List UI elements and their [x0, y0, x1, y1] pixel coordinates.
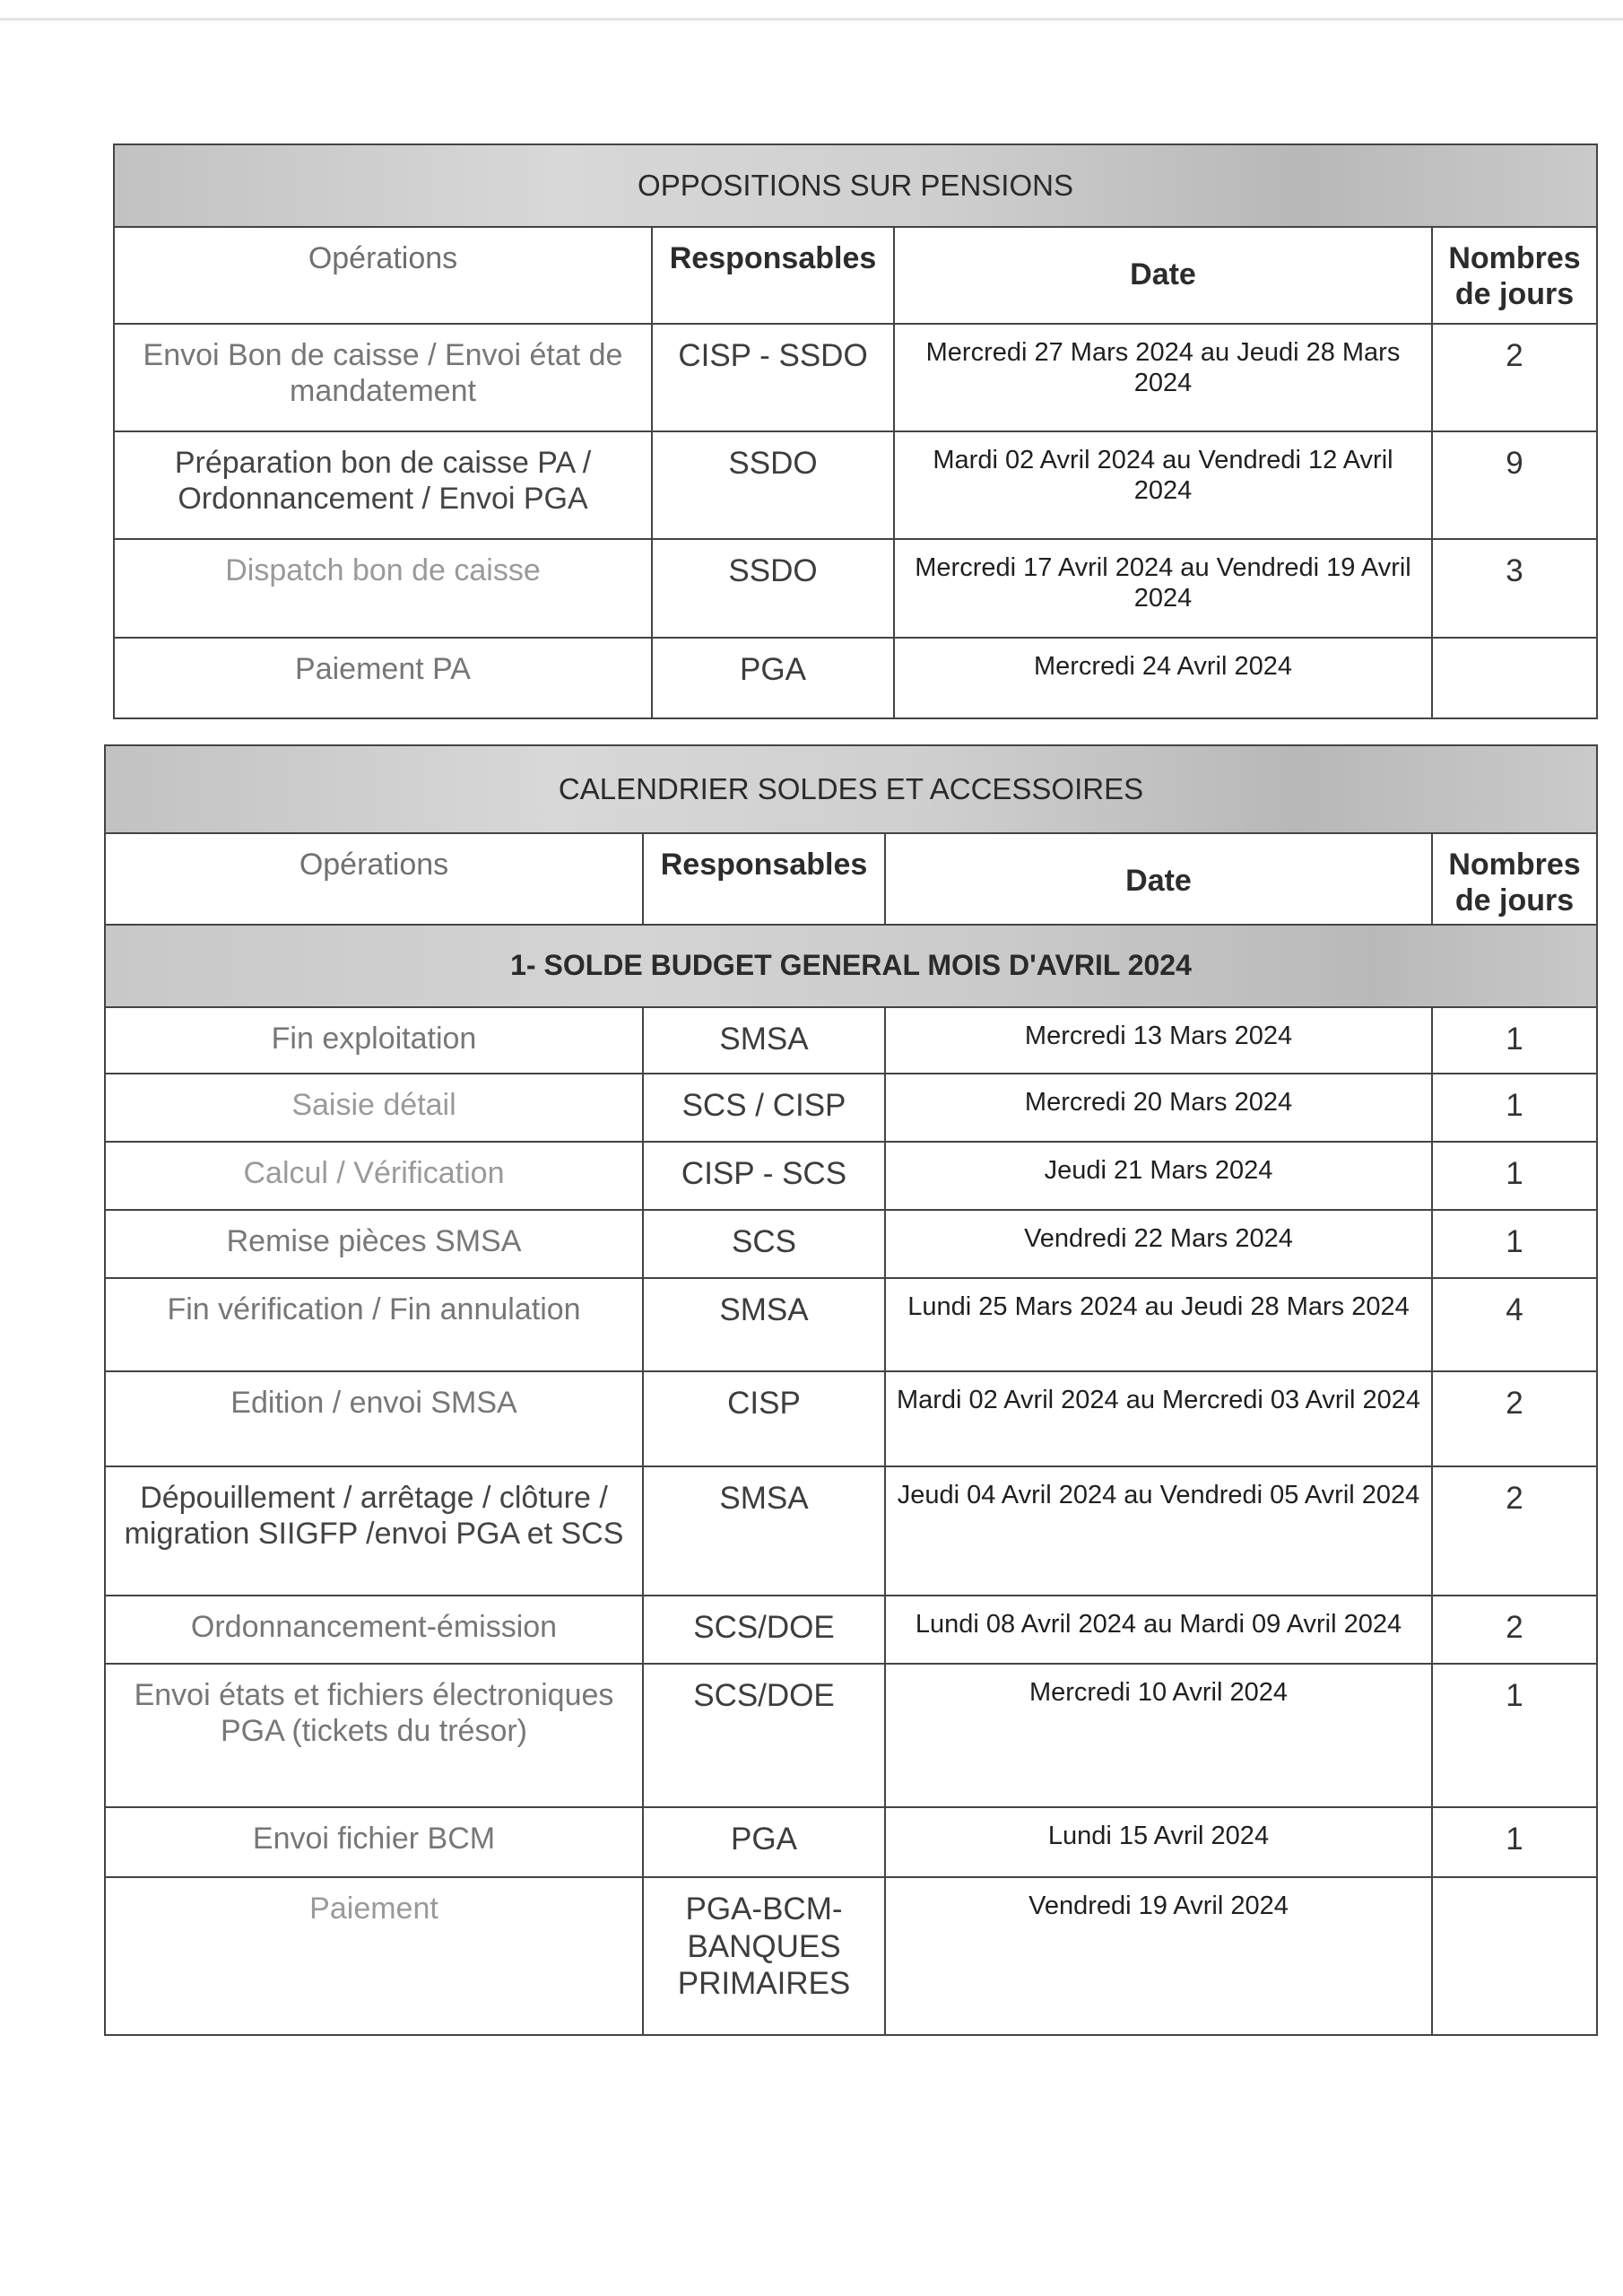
responsable-cell: CISP - SSDO — [652, 324, 894, 431]
operation-cell: Envoi Bon de caisse / Envoi état de mandatement — [114, 324, 652, 431]
date-cell: Mercredi 24 Avril 2024 — [894, 638, 1432, 718]
operation-cell: Paiement PA — [114, 638, 652, 718]
jours-cell: 1 — [1432, 1807, 1597, 1877]
responsable-cell: PGA — [643, 1807, 885, 1877]
jours-cell: 3 — [1432, 539, 1597, 638]
section-title: 1- SOLDE BUDGET GENERAL MOIS D'AVRIL 2024 — [105, 925, 1597, 1007]
date-cell: Vendredi 22 Mars 2024 — [885, 1210, 1432, 1278]
table-row — [114, 324, 1597, 431]
oppositions-title: OPPOSITIONS SUR PENSIONS — [114, 144, 1597, 227]
table-row — [105, 1664, 1597, 1807]
operation-cell: Fin exploitation — [105, 1007, 643, 1074]
table-row — [105, 1210, 1597, 1278]
header-responsables: Responsables — [643, 833, 885, 925]
header-date: Date — [894, 227, 1432, 324]
table-row — [105, 1807, 1597, 1877]
table-row — [114, 431, 1597, 539]
jours-cell — [1432, 1877, 1597, 2035]
responsable-cell: SCS / CISP — [643, 1074, 885, 1142]
table-row — [114, 638, 1597, 718]
jours-cell — [1432, 638, 1597, 718]
responsable-cell: SCS/DOE — [643, 1596, 885, 1664]
table-row — [105, 1466, 1597, 1596]
oppositions-table — [113, 144, 1598, 719]
operation-cell: Calcul / Vérification — [105, 1142, 643, 1210]
table-row — [105, 1877, 1597, 2035]
responsable-cell: CISP - SCS — [643, 1142, 885, 1210]
date-cell: Lundi 08 Avril 2024 au Mardi 09 Avril 2024 — [885, 1596, 1432, 1664]
header-date: Date — [885, 833, 1432, 925]
responsable-cell: SSDO — [652, 539, 894, 638]
date-cell: Jeudi 21 Mars 2024 — [885, 1142, 1432, 1210]
header-responsables: Responsables — [652, 227, 894, 324]
jours-cell: 1 — [1432, 1664, 1597, 1807]
date-cell: Mercredi 10 Avril 2024 — [885, 1664, 1432, 1807]
date-cell: Vendredi 19 Avril 2024 — [885, 1877, 1432, 2035]
operation-cell: Remise pièces SMSA — [105, 1210, 643, 1278]
header-operations: Opérations — [114, 227, 652, 324]
responsable-cell: PGA — [652, 638, 894, 718]
responsable-cell: SCS — [643, 1210, 885, 1278]
scan-edge-line — [0, 18, 1623, 21]
operation-cell: Dispatch bon de caisse — [114, 539, 652, 638]
date-cell: Mardi 02 Avril 2024 au Mercredi 03 Avril 2024 — [885, 1371, 1432, 1466]
date-cell: Jeudi 04 Avril 2024 au Vendredi 05 Avril 2024 — [885, 1466, 1432, 1596]
operation-cell: Edition / envoi SMSA — [105, 1371, 643, 1466]
calendrier-title: CALENDRIER SOLDES ET ACCESSOIRES — [105, 745, 1597, 833]
responsable-cell: SMSA — [643, 1007, 885, 1074]
table-row — [105, 1142, 1597, 1210]
jours-cell: 2 — [1432, 1466, 1597, 1596]
table-row — [105, 1007, 1597, 1074]
table-row — [105, 1074, 1597, 1142]
date-cell: Mercredi 27 Mars 2024 au Jeudi 28 Mars 2024 — [894, 324, 1432, 431]
table-row — [105, 1371, 1597, 1466]
operation-cell: Envoi fichier BCM — [105, 1807, 643, 1877]
table-row — [105, 1596, 1597, 1664]
jours-cell: 4 — [1432, 1278, 1597, 1371]
operation-cell: Saisie détail — [105, 1074, 643, 1142]
jours-cell: 1 — [1432, 1210, 1597, 1278]
date-cell: Mercredi 13 Mars 2024 — [885, 1007, 1432, 1074]
date-cell: Lundi 25 Mars 2024 au Jeudi 28 Mars 2024 — [885, 1278, 1432, 1371]
date-cell: Mardi 02 Avril 2024 au Vendredi 12 Avril 2024 — [894, 431, 1432, 539]
header-operations: Opérations — [105, 833, 643, 925]
operation-cell: Ordonnancement-émission — [105, 1596, 643, 1664]
header-nombres-jours: Nombres de jours — [1432, 833, 1597, 925]
operation-cell: Envoi états et fichiers électroniques PGA (tickets du trésor) — [105, 1664, 643, 1807]
jours-cell: 2 — [1432, 1371, 1597, 1466]
jours-cell: 1 — [1432, 1074, 1597, 1142]
table-row — [105, 1278, 1597, 1371]
operation-cell: Dépouillement / arrêtage / clôture / migration SIIGFP /envoi PGA et SCS — [105, 1466, 643, 1596]
responsable-cell: SCS/DOE — [643, 1664, 885, 1807]
operation-cell: Préparation bon de caisse PA / Ordonnancement / Envoi PGA — [114, 431, 652, 539]
table-row — [114, 539, 1597, 638]
jours-cell: 1 — [1432, 1007, 1597, 1074]
calendrier-table — [104, 744, 1598, 2036]
jours-cell: 2 — [1432, 1596, 1597, 1664]
date-cell: Mercredi 20 Mars 2024 — [885, 1074, 1432, 1142]
jours-cell: 2 — [1432, 324, 1597, 431]
operation-cell: Paiement — [105, 1877, 643, 2035]
responsable-cell: SSDO — [652, 431, 894, 539]
date-cell: Lundi 15 Avril 2024 — [885, 1807, 1432, 1877]
date-cell: Mercredi 17 Avril 2024 au Vendredi 19 Avril 2024 — [894, 539, 1432, 638]
responsable-cell: CISP — [643, 1371, 885, 1466]
responsable-cell: SMSA — [643, 1278, 885, 1371]
operation-cell: Fin vérification / Fin annulation — [105, 1278, 643, 1371]
responsable-cell: PGA-BCM-BANQUES PRIMAIRES — [643, 1877, 885, 2035]
jours-cell: 9 — [1432, 431, 1597, 539]
responsable-cell: SMSA — [643, 1466, 885, 1596]
jours-cell: 1 — [1432, 1142, 1597, 1210]
header-nombres-jours: Nombres de jours — [1432, 227, 1597, 324]
